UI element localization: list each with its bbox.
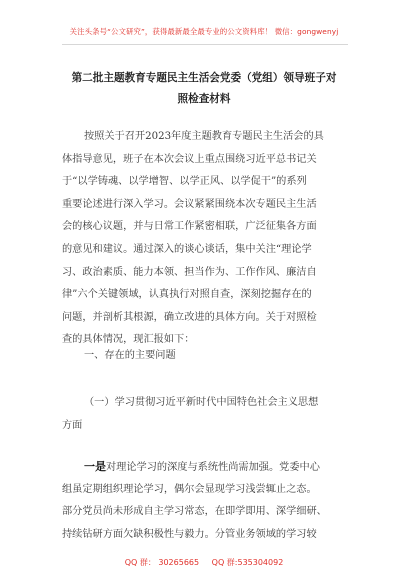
- title-line-2: 照检查材料: [177, 93, 231, 105]
- paragraph-line: 体指导意见，班子在本次会议上重点围绕习近平总书记关: [62, 153, 317, 165]
- subsection-heading-line-2: 方面: [62, 419, 83, 431]
- paragraph-line: 的意见和建议。通过深入的谈心谈话，集中关注“理论学: [62, 243, 312, 255]
- section-heading: 一、存在的主要问题: [84, 350, 176, 361]
- paragraph-line: 问题，并剖析其根源，确立改进的具体方向。关于对照检: [62, 311, 317, 323]
- document-title: [58, 68, 350, 110]
- paragraph-line: 于“以学铸魂、以学增智、以学正风、以学促干”的系列: [62, 176, 307, 188]
- paragraph-line: 持续钻研方面欠缺积极性与毅力。分管业务领域的学习较: [62, 528, 317, 540]
- point-one-first-line: 对理论学习的深度与系统性尚需加强。党委中心: [106, 462, 320, 473]
- header-divider: [62, 44, 348, 45]
- paragraph-line: [62, 456, 352, 479]
- subsection-heading-line-1: （一）学习贯彻习近平新时代中国特色社会主义思想: [84, 397, 319, 408]
- intro-paragraph: [62, 126, 352, 352]
- title-line-1: 第二批主题教育专题民主生活会党委（党组）领导班子对: [71, 72, 337, 84]
- footer-qq-group-right: QQ 群:535304092: [211, 558, 284, 567]
- paragraph-line: 律”六个关键领域，认真执行对照自查，深刻挖掘存在的: [62, 289, 312, 301]
- paragraph-line: 查的具体情况，现汇报如下：: [62, 334, 195, 346]
- footer-contacts: [0, 557, 408, 568]
- header-banner: 关注头条号“公文研究”，获得最新最全最专业的公文资料库！ 微信：gongwenyj: [69, 27, 339, 36]
- paragraph-line: 会的核心议题，并与日常工作紧密相联，广泛征集各方面: [62, 221, 317, 233]
- paragraph-line: 重要论述进行深入学习。会议紧紧围绕本次专题民主生活: [62, 198, 317, 210]
- subsection-heading: [62, 392, 352, 437]
- paragraph-line: 按照关于召开2023年度主题教育专题民主生活会的具: [84, 131, 324, 142]
- paragraph-line: 习、政治素质、能力本领、担当作为、工作作风、廉洁自: [62, 266, 317, 278]
- paragraph-line: 组虽定期组织理论学习，偶尔会显现学习浅尝辄止之态。: [62, 483, 317, 495]
- point-one-paragraph: [62, 456, 352, 546]
- footer-qq-group-left: QQ 群： 30265665: [124, 558, 200, 567]
- paragraph-line: 部分党员尚未形成自主学习常态，在即学即用、深学细研、: [62, 506, 327, 518]
- point-lead: 一是: [84, 460, 106, 473]
